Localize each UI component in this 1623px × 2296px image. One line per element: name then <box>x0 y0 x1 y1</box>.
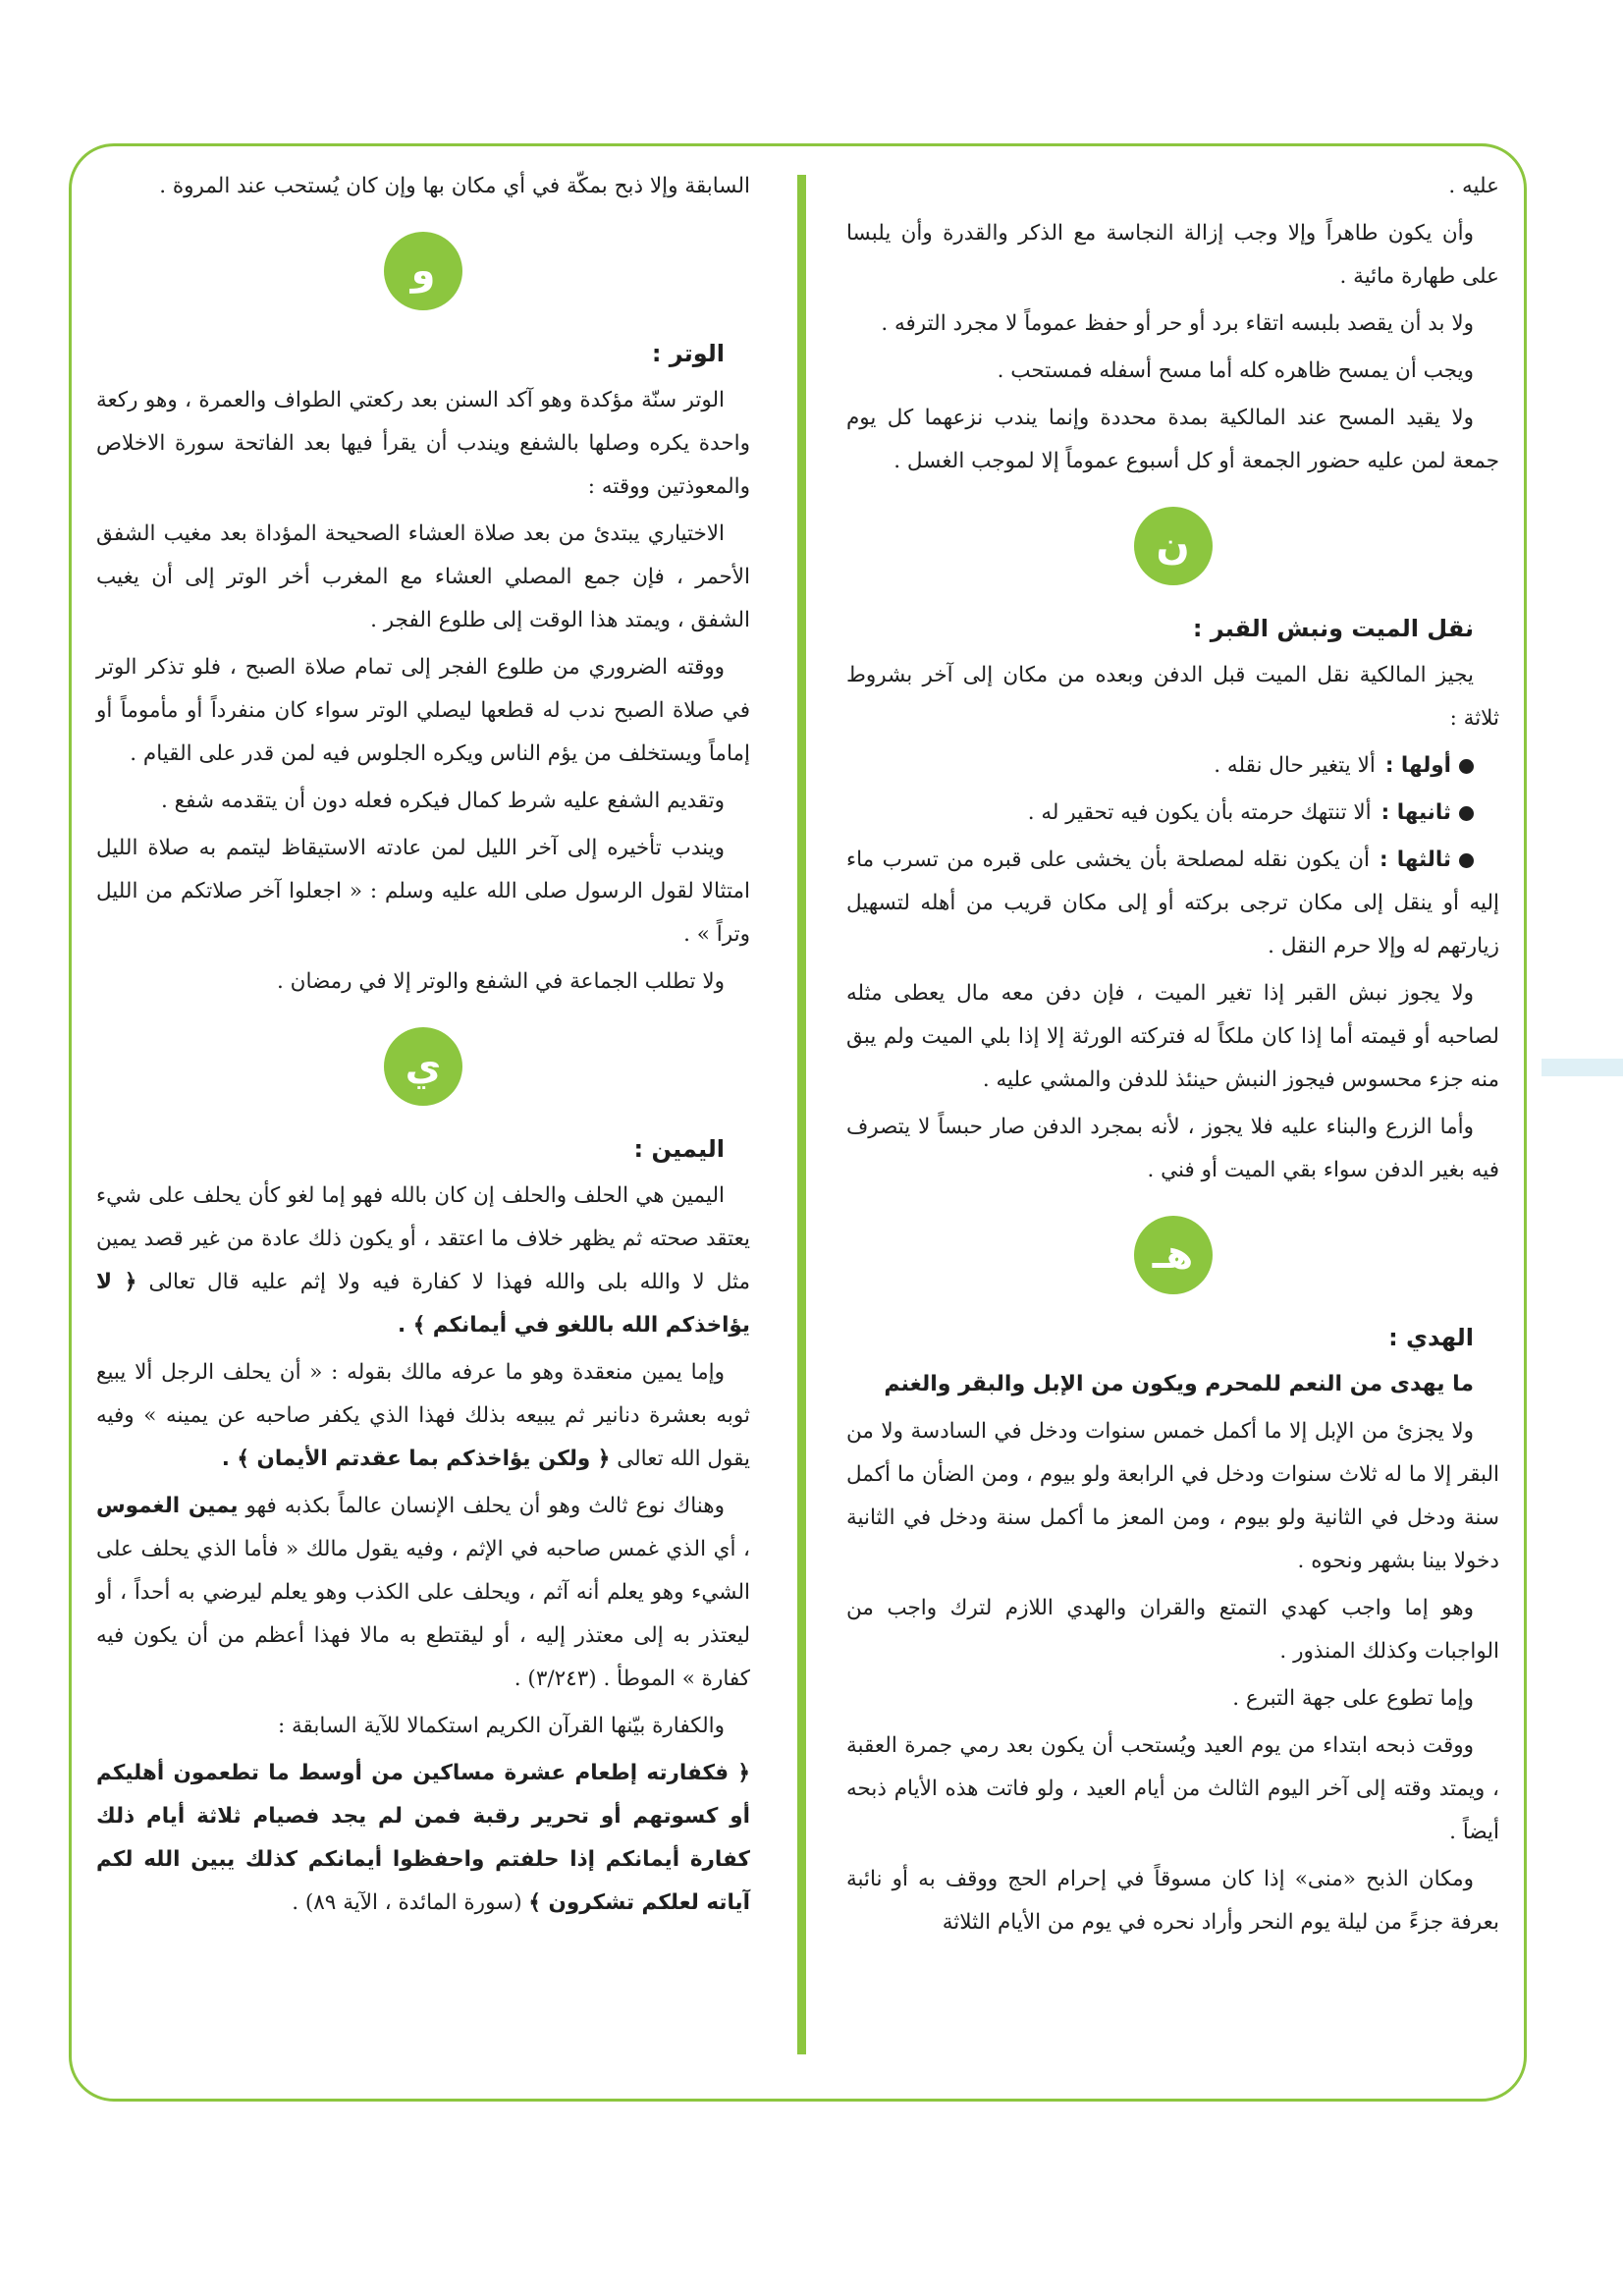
paragraph: الاختياري يبتدئ من بعد صلاة العشاء الصحيحة المؤداة بعد مغيب الشفق الأحمر ، فإن جمع المصلي العشاء مع المغرب أخر الوتر إلى أن يغيب الشفق ، ويمتد هذا الوقت إلى طلوع الفجر . <box>96 521 750 632</box>
bullet-icon <box>1459 853 1474 868</box>
quran-quote: ﴿ ولكن يؤاخذكم بما عقدتم الأيمان ﴾ . <box>221 1447 611 1471</box>
paragraph <box>96 1175 750 1347</box>
paragraph: ووقته الضروري من طلوع الفجر إلى تمام صلاة الصبح ، فلو تذكر الوتر في صلاة الصبح ندب له قطعها ليصلي الوتر سواء كان منفرداً أو مأموماً أو إماماً ويستخلف من يؤم الناس ويكره الجلوس فيه لمن قدر على القيام . <box>96 655 750 766</box>
paragraph: ولا يقيد المسح عند المالكية بمدة محددة وإنما يندب نزعهما كل يوم جمعة لمن عليه حضور الجمعة أو كل أسبوع عموماً إلا لموجب الغسل . <box>846 406 1499 473</box>
section-heading: نقل الميت ونبش القبر : <box>1192 615 1474 642</box>
emblem-letter: ي <box>405 1044 442 1089</box>
paragraph: ولا يجوز نبش القبر إذا تغير الميت ، فإن دفن معه مال يعطى مثله لصاحبه أو قيمته أما إذا كان ملكاً له فتركته الورثة إلا إذا بلي الميت ولم يبق منه جزء محسوس فيجوز النبش حينئذ للدفن والمشي عليه . <box>846 981 1499 1092</box>
left-column <box>96 165 750 1929</box>
paragraph: يجيز المالكية نقل الميت قبل الدفن وبعده من مكان إلى آخر بشروط ثلاثة : <box>846 663 1499 731</box>
section-heading: اليمين : <box>633 1135 725 1163</box>
emblem-letter: ن <box>1156 523 1190 569</box>
letter-emblem-waw <box>384 232 462 310</box>
paragraph: ولا بد أن يقصد بلبسه اتقاء برد أو حر أو حفظ عموماً لا مجرد الترفه . <box>881 311 1474 336</box>
quran-quote: ﴿ لا يؤاخذكم الله باللغو في أيمانكم ﴾ . <box>96 1270 750 1338</box>
paragraph: وإما تطوع على جهة التبرع . <box>1232 1686 1474 1711</box>
section-heading: الوتر : <box>651 340 725 367</box>
column-divider <box>797 175 806 2054</box>
right-column <box>846 165 1499 1948</box>
paragraph: ويندب تأخيره إلى آخر الليل لمن عادته الاستيقاظ ليتمم به صلاة الليل امتثالا لقول الرسول صلى الله عليه وسلم : « اجعلوا آخر صلاتكم من الليل وتراً » . <box>96 836 750 947</box>
condition-label: أولها : <box>1384 753 1451 778</box>
emblem-letter: هـ <box>1152 1232 1194 1278</box>
paragraph-text: وإما يمين منعقدة وهو ما عرفه مالك بقوله : « أن يحلف الرجل ألا يبيع ثوبه بعشرة دنانير ثم يبيعه بذلك فهذا الذي يكفر صاحبه عن يمينه » وفيه يقول الله تعالى <box>96 1360 750 1471</box>
paragraph: ولا يجزئ من الإبل إلا ما أكمل خمس سنوات ودخل في السادسة ولا من البقر إلا ما له ثلاث سنوات ودخل في الرابعة ولو بيوم ، ومن الضأن ما أكمل سنة ودخل في الثانية ولو بيوم ، ومن المعز ما أكمل سنة ودخل في الثانية دخولا بينا بشهر ونحوه . <box>846 1419 1499 1573</box>
term-highlight: يمين الغموس <box>96 1494 239 1518</box>
condition-text: أن يكون نقله لمصلحة بأن يخشى على قبره من تسرب ماء إليه أو ينقل إلى مكان ترجى بركته أو إلى مكان قريب من أهله لتسهيل زيارتهم له وإلا حرم النقل . <box>846 847 1499 958</box>
paragraph-text: وهناك نوع ثالث وهو أن يحلف الإنسان عالماً بكذبه فهو <box>245 1494 725 1518</box>
letter-emblem-ya <box>384 1027 462 1106</box>
paragraph: وأما الزرع والبناء عليه فلا يجوز ، لأنه بمجرد الدفن صار حبساً لا يتصرف فيه بغير الدفن سواء بقي الميت أو فني . <box>846 1115 1499 1182</box>
paragraph: والكفارة بيّنها القرآن الكريم استكمالا للآية السابقة : <box>277 1714 725 1738</box>
paragraph-text: ، أي الذي غمس صاحبه في الإثم ، وفيه يقول مالك « فأما الذي يحلف على الشيء وهو يعلم أنه آثم ، ويحلف على الكذب وهو يعلم ليرضي به أحداً ، أو ليعتذر به إلى معتذر إليه ، أو ليقتطع به مالا فهذا أعظم من أن يكون فيه كفارة » الموطأ . (٣/٢٤٣) . <box>96 1537 750 1691</box>
condition-text: ألا تنتهك حرمته بأن يكون فيه تحقير له . <box>1027 800 1372 825</box>
paragraph: عليه . <box>1448 174 1499 198</box>
paragraph: وهو إما واجب كهدي التمتع والقران والهدي اللازم لترك واجب من الواجبات وكذلك المنذور . <box>846 1596 1499 1664</box>
condition-item <box>846 839 1499 968</box>
section-heading: الهدي : <box>1388 1324 1474 1351</box>
bullet-icon <box>1459 759 1474 774</box>
paragraph: ووقت ذبحه ابتداء من يوم العيد ويُستحب أن يكون بعد رمي جمرة العقبة ، ويمتد وقته إلى آخر اليوم الثالث من أيام العيد ، ولو فاتت هذه الأيام ذبحه أيضاً . <box>846 1733 1499 1844</box>
bullet-icon <box>1459 806 1474 821</box>
paragraph: ومكان الذبح «منى» إذا كان مسوقاً في إحرام الحج ووقف به أو نائبة بعرفة جزءً من ليلة يوم النحر وأراد نحره في يوم من الأيام الثلاثة <box>846 1867 1499 1935</box>
quote-reference: (سورة المائدة ، الآية ٨٩) . <box>292 1890 522 1915</box>
paragraph: وأن يكون طاهراً وإلا وجب إزالة النجاسة مع الذكر والقدرة وأن يلبسا على طهارة مائية . <box>846 221 1499 289</box>
paragraph <box>96 1752 750 1925</box>
scan-edge-mark <box>1542 1059 1623 1076</box>
paragraph <box>96 1351 750 1481</box>
letter-emblem-ha <box>1134 1216 1213 1294</box>
paragraph <box>96 1485 750 1701</box>
paragraph: ما يهدى من النعم للمحرم ويكون من الإبل والبقر والغنم <box>884 1372 1474 1396</box>
quran-quote: ﴿ فكفارته إطعام عشرة مساكين من أوسط ما تطعمون أهليكم أو كسوتهم أو تحرير رقبة فمن لم يجد فصيام ثلاثة أيام ذلك كفارة أيمانكم إذا حلفتم واحفظوا أيمانكم كذلك يبين الله لكم آياته لعلكم تشكرون ﴾ <box>96 1761 750 1915</box>
condition-label: ثانيها : <box>1380 800 1451 825</box>
paragraph: ولا تطلب الجماعة في الشفع والوتر إلا في رمضان . <box>277 969 725 994</box>
paragraph: ويجب أن يمسح ظاهره كله أما مسح أسفله فمستحب . <box>997 358 1474 383</box>
condition-text: ألا يتغير حال نقله . <box>1214 753 1376 778</box>
paragraph: وتقديم الشفع عليه شرط كمال فيكره فعله دون أن يتقدمه شفع . <box>161 789 725 813</box>
condition-item <box>846 744 1499 788</box>
condition-label: ثالثها : <box>1380 847 1451 872</box>
emblem-letter: و <box>410 248 436 294</box>
paragraph: السابقة وإلا ذبح بمكّة في أي مكان بها وإن كان يُستحب عند المروة . <box>159 174 750 198</box>
condition-item <box>846 792 1499 835</box>
paragraph: الوتر سنّة مؤكدة وهو آكد السنن بعد ركعتي الطواف والعمرة ، وهو ركعة واحدة يكره وصلها بالشفع ويندب أن يقرأ فيها بعد الفاتحة سورة الاخلاص والمعوذتين ووقته : <box>96 388 750 499</box>
paragraph-text: اليمين هي الحلف والحلف إن كان بالله فهو إما لغو كأن يحلف على شيء يعتقد صحته ثم يظهر خلاف ما اعتقد ، أو يكون ذلك عادة من غير قصد يمين مثل لا والله بلى والله فهذا لا كفارة فيه ولا إثم عليه قال تعالى <box>96 1183 750 1294</box>
letter-emblem-noon <box>1134 507 1213 585</box>
